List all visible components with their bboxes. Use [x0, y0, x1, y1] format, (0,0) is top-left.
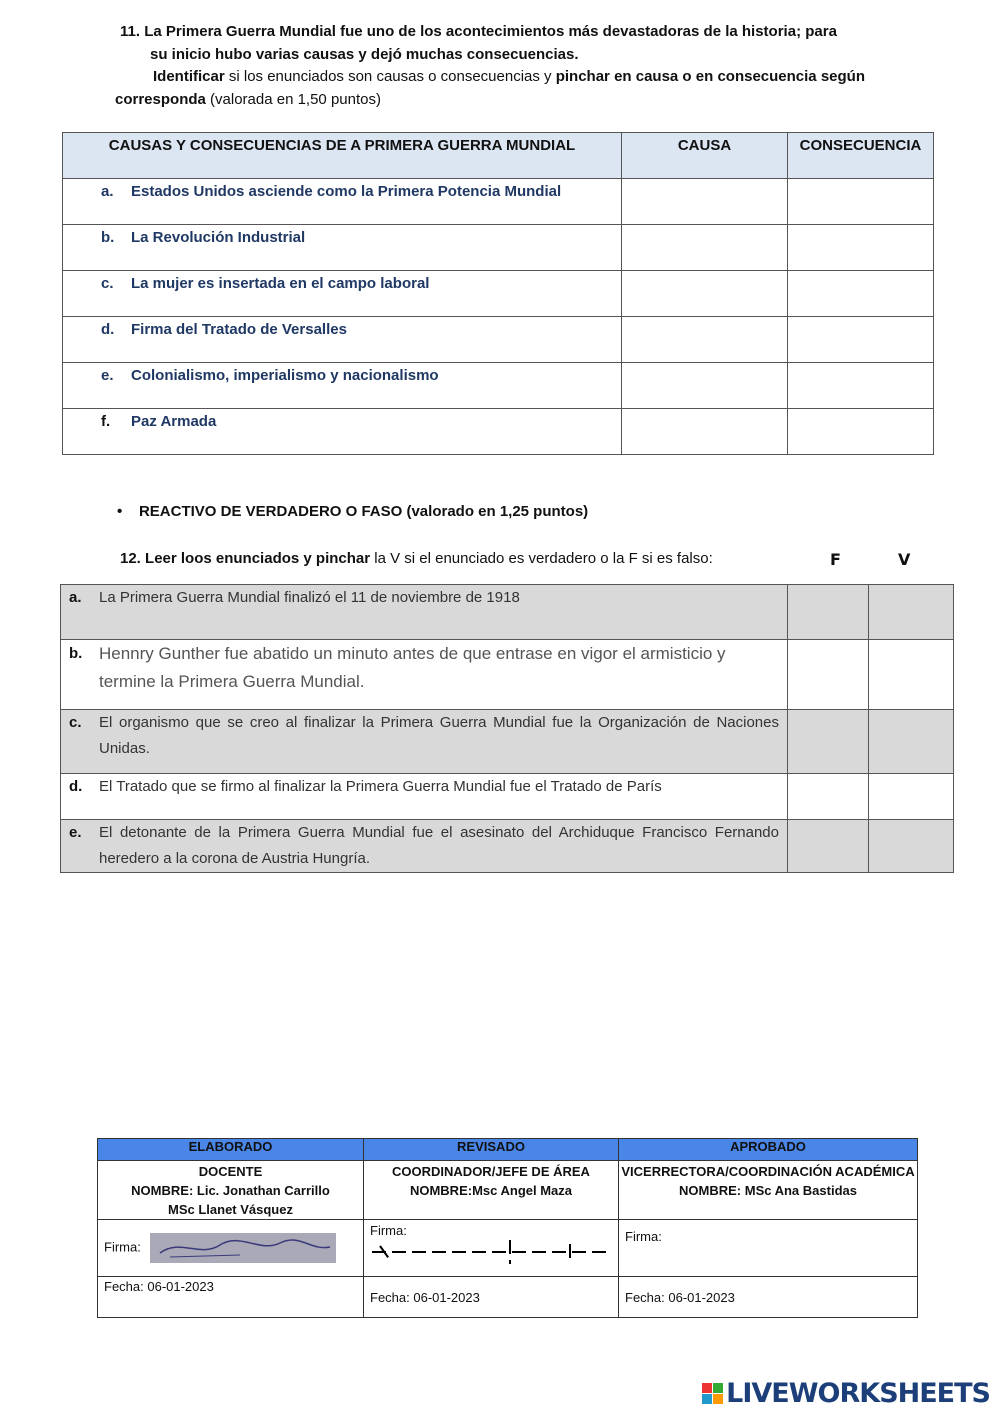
revisado-signature: Firma:: [364, 1220, 619, 1277]
table-row: e. Colonialismo, imperialismo y nacionalismo: [63, 363, 934, 409]
causa-cell[interactable]: [622, 271, 788, 317]
causa-cell[interactable]: [622, 179, 788, 225]
table-row: e. El detonante de la Primera Guerra Mundial fue el asesinato del Archiduque Francisco Fernando heredero a la corona de Austria Hungría.: [61, 820, 954, 873]
causa-cell[interactable]: [622, 409, 788, 455]
consecuencia-cell[interactable]: [788, 225, 934, 271]
question-instructions: Identificar si los enunciados son causas o consecuencias y pinchar en causa o en consecuencia según corresponda (valorada en 1,50 puntos): [115, 68, 865, 108]
v-cell[interactable]: [869, 774, 954, 820]
elaborado-date: Fecha: 06-01-2023: [98, 1277, 364, 1318]
f-cell[interactable]: [788, 774, 869, 820]
section-heading: • REACTIVO DE VERDADERO O FASO (valorado en 1,25 puntos): [117, 503, 589, 520]
table-row: a. Estados Unidos asciende como la Primera Potencia Mundial: [63, 179, 934, 225]
causa-cell[interactable]: [622, 317, 788, 363]
consecuencia-cell[interactable]: [788, 271, 934, 317]
true-false-table: [60, 584, 954, 873]
table-row: c. El organismo que se creo al finalizar la Primera Guerra Mundial fue la Organización de Naciones Unidas.: [61, 710, 954, 774]
elaborado-role: DOCENTE NOMBRE: Lic. Jonathan Carrillo MSc Llanet Vásquez: [98, 1161, 364, 1220]
table-row: a. La Primera Guerra Mundial finalizó el 11 de noviembre de 1918: [61, 585, 954, 640]
consecuencia-cell[interactable]: [788, 317, 934, 363]
revisado-date: Fecha: 06-01-2023: [364, 1277, 619, 1318]
table-row: d. El Tratado que se firmo al finalizar la Primera Guerra Mundial fue el Tratado de París: [61, 774, 954, 820]
question-11: [115, 21, 920, 111]
causa-cell[interactable]: [622, 225, 788, 271]
causes-consequences-table: [62, 132, 934, 455]
table-row: c. La mujer es insertada en el campo laboral: [63, 271, 934, 317]
table-row: b. La Revolución Industrial: [63, 225, 934, 271]
header-aprobado: APROBADO: [619, 1139, 918, 1161]
bullet-icon: •: [117, 503, 123, 520]
elaborado-signature: Firma:: [98, 1220, 364, 1277]
question-title-line2: su inicio hubo varias causas y dejó muchas consecuencias.: [150, 45, 579, 63]
false-column-label: F: [830, 550, 841, 569]
header-revisado: REVISADO: [364, 1139, 619, 1161]
approval-table: [97, 1138, 918, 1318]
signature-image: [370, 1238, 610, 1266]
header-consecuencia: CONSECUENCIA: [788, 133, 934, 179]
aprobado-role: VICERRECTORA/COORDINACIÓN ACADÉMICA NOMBRE: MSc Ana Bastidas: [619, 1161, 918, 1220]
liveworksheets-logo: LIVEWORKSHEETS: [702, 1378, 990, 1409]
v-cell[interactable]: [869, 820, 954, 873]
signature-image: [150, 1233, 336, 1263]
header-statement: CAUSAS Y CONSECUENCIAS DE A PRIMERA GUERRA MUNDIAL: [63, 133, 622, 179]
v-cell[interactable]: [869, 710, 954, 774]
consecuencia-cell[interactable]: [788, 409, 934, 455]
header-elaborado: ELABORADO: [98, 1139, 364, 1161]
true-column-label: V: [898, 550, 911, 569]
header-causa: CAUSA: [622, 133, 788, 179]
f-cell[interactable]: [788, 585, 869, 640]
f-cell[interactable]: [788, 710, 869, 774]
question-12: 12. Leer loos enunciados y pinchar la V si el enunciado es verdadero o la F si es falso:: [120, 550, 713, 567]
consecuencia-cell[interactable]: [788, 179, 934, 225]
v-cell[interactable]: [869, 585, 954, 640]
consecuencia-cell[interactable]: [788, 363, 934, 409]
question-title: La Primera Guerra Mundial fue uno de los acontecimientos más devastadoras de la historia; para: [144, 23, 837, 40]
question-number: 11.: [120, 23, 141, 40]
revisado-role: COORDINADOR/JEFE DE ÁREA NOMBRE:Msc Angel Maza: [364, 1161, 619, 1220]
table-row: f. Paz Armada: [63, 409, 934, 455]
aprobado-signature: Firma:: [619, 1220, 918, 1277]
aprobado-date: Fecha: 06-01-2023: [619, 1277, 918, 1318]
f-cell[interactable]: [788, 820, 869, 873]
logo-icon: [702, 1383, 723, 1404]
f-cell[interactable]: [788, 640, 869, 710]
table-row: b. Hennry Gunther fue abatido un minuto antes de que entrase en vigor el armisticio y termine la Primera Guerra Mundial.: [61, 640, 954, 710]
v-cell[interactable]: [869, 640, 954, 710]
table-row: d. Firma del Tratado de Versalles: [63, 317, 934, 363]
causa-cell[interactable]: [622, 363, 788, 409]
